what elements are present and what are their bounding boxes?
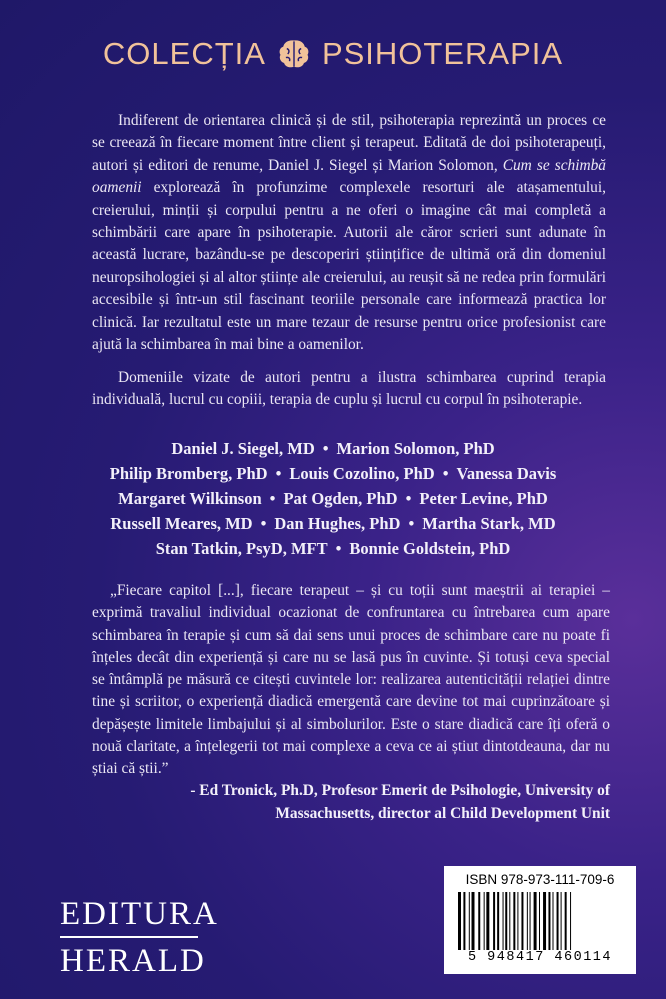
author-list	[40, 436, 626, 561]
author-name: Philip Bromberg, PhD	[109, 464, 268, 483]
author-name: Vanessa Davis	[456, 464, 557, 483]
separator-dot: •	[442, 464, 449, 483]
separator-dot: •	[275, 464, 282, 483]
isbn-text: ISBN 978-973-111-709-6	[465, 872, 615, 887]
brain-icon	[276, 36, 312, 72]
separator-dot: •	[269, 489, 276, 508]
series-title	[0, 36, 666, 72]
author-name: Marion Solomon, PhD	[336, 439, 495, 458]
author-name: Stan Tatkin, PsyD, MFT	[155, 539, 328, 558]
author-name: Dan Hughes, PhD	[274, 514, 401, 533]
series-title-right: PSIHOTERAPIA	[321, 36, 564, 71]
separator-dot: •	[335, 539, 342, 558]
attribution-line-1: - Ed Tronick, Ph.D, Profesor Emerit de Psihologie, University of	[190, 782, 610, 799]
author-name: Daniel J. Siegel, MD	[171, 439, 315, 458]
author-line	[40, 461, 626, 486]
author-line	[40, 536, 626, 561]
separator-dot: •	[322, 439, 329, 458]
author-name: Louis Cozolino, PhD	[289, 464, 435, 483]
book-title: Cum se schimbă oamenii	[92, 156, 607, 197]
barcode-panel	[444, 866, 636, 974]
description-paragraph-2: Domeniile vizate de autori pentru a ilustra schimbarea cuprind terapia individuală, lucrul cu copiii, terapia de cuplu și lucrul cu corpul în psihoterapie.	[92, 369, 606, 409]
publisher-logo	[60, 895, 219, 980]
endorsement-quote: „Fiecare capitol [...], fiecare terapeut – și cu toții sunt maeștrii ai terapiei – exprimă travaliul individual ocazionat de confruntarea cu întrebarea cum apare schimbarea în terapie și cum să dai sens unui proces de schimbare care nu poate fi înțeles decât din experiență și care nu se lasă pus în cuvinte. Și totuși ceva special se întâmplă pe măsură ce citești cuvintele lor: realizarea autenticității relației dintre tine și scriitor, o experiență diadică emergentă care devine tot mai cuprinzătoare și depășește limitele limbajului și al simbolurilor. Este o stare diadică care îți oferă o nouă claritate, a înțelegerii tot mai complexe a ceva ce ai știut dintotdeauna, dar nu știai că știi.”	[92, 582, 610, 778]
description-text-start: Indiferent de orientarea clinică și de stil, psihoterapia reprezintă un proces ce se creează în fiecare moment între client și terapeut. Editată de doi psihoterapeuți, autori și editori de renume, Daniel J. Siegel și Marion Solomon,	[92, 112, 606, 174]
publisher-line-1: EDITURA	[60, 896, 219, 932]
author-name: Peter Levine, PhD	[419, 489, 548, 508]
description-paragraph-1	[92, 110, 606, 356]
author-name: Margaret Wilkinson	[118, 489, 262, 508]
author-name: Bonnie Goldstein, PhD	[349, 539, 511, 558]
author-name: Martha Stark, MD	[422, 514, 556, 533]
separator-dot: •	[405, 489, 412, 508]
series-title-left: COLECȚIA	[102, 36, 266, 71]
quote-attribution	[92, 780, 610, 825]
description-text-rest: explorează în profunzime complexele resorturi ale atașamentului, creierului, minții și corpului pentru a ne oferi o imagine cât mai completă a schimbării care apare în psihoterapie. Autorii ale căror scrieri sunt adunate în această lucrare, bazându-se pe descoperiri științifice de ultimă oră din domeniul neuropsihologiei și al altor științe ale creierului, au reușit să ne redea prin formulări accesibile și într-un stil fascinant teoriile personale care informează practica lor clinică. Iar rezultatul este un mare tezaur de resurse pentru orice profesionist care ajută la schimbarea în mai bine a oamenilor.	[92, 179, 606, 354]
ean-number: 5 948417 460114	[467, 950, 613, 965]
author-name: Pat Ogden, PhD	[283, 489, 398, 508]
publisher-line-2: HERALD	[60, 943, 206, 979]
author-line	[40, 436, 626, 461]
author-line	[40, 486, 626, 511]
author-line	[40, 511, 626, 536]
attribution-line-2: Massachusetts, director al Child Development Unit	[275, 804, 610, 822]
separator-dot: •	[260, 514, 267, 533]
barcode-bars	[456, 892, 626, 950]
author-name: Russell Meares, MD	[110, 514, 253, 533]
separator-dot: •	[408, 514, 415, 533]
publisher-divider	[60, 936, 198, 938]
